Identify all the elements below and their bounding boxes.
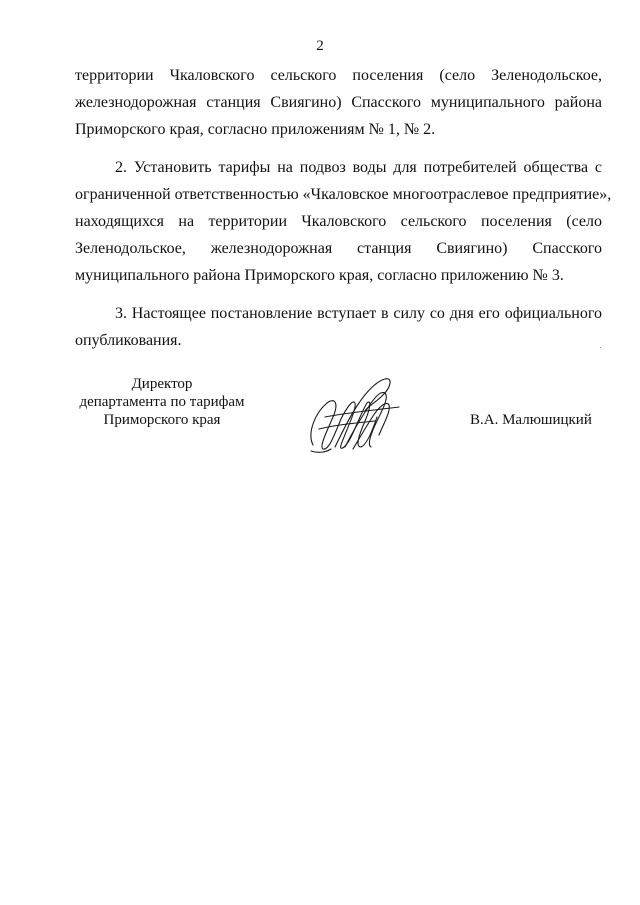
paragraph-3-line-2: опубликования. <box>75 332 182 349</box>
signatory-title-line-3: Приморского края <box>103 412 221 428</box>
paragraph-2-line-3: находящихся на территории Чкаловского сельского поселения (село <box>75 213 602 230</box>
document-body <box>75 62 612 354</box>
paragraph-2-line-4: Зеленодольское, железнодорожная станция Свиягино) Спасского <box>75 240 602 257</box>
paragraph-2-line-5: муниципального района Приморского края, согласно приложению № 3. <box>75 267 564 284</box>
handwritten-signature <box>305 373 405 455</box>
scan-speck <box>600 347 601 348</box>
signatory-title-line-2: департамента по тарифам <box>79 394 245 410</box>
signature-block <box>0 375 640 475</box>
paragraph-1-line-3: Приморского края, согласно приложениям № 1, № 2. <box>75 121 436 138</box>
signatory-title-line-1: Директор <box>131 376 193 392</box>
paragraph-2-line-1: 2. Установить тарифы на подвоз воды для потребителей общества с <box>115 159 602 176</box>
paragraph-2-line-2: ограниченной ответственностью «Чкаловское многоотраслевое предприятие», <box>75 186 612 203</box>
signatory-title <box>62 375 262 429</box>
paragraph-1-line-1: территории Чкаловского сельского поселения (село Зеленодольское, <box>75 67 602 84</box>
paragraph-3-line-1: 3. Настоящее постановление вступает в силу со дня его официального <box>115 305 602 322</box>
signatory-name: В.А. Малюшицкий <box>470 412 592 428</box>
page-number: 2 <box>316 38 324 54</box>
paragraph-1-line-2: железнодорожная станция Свиягино) Спасского муниципального района <box>75 94 602 111</box>
